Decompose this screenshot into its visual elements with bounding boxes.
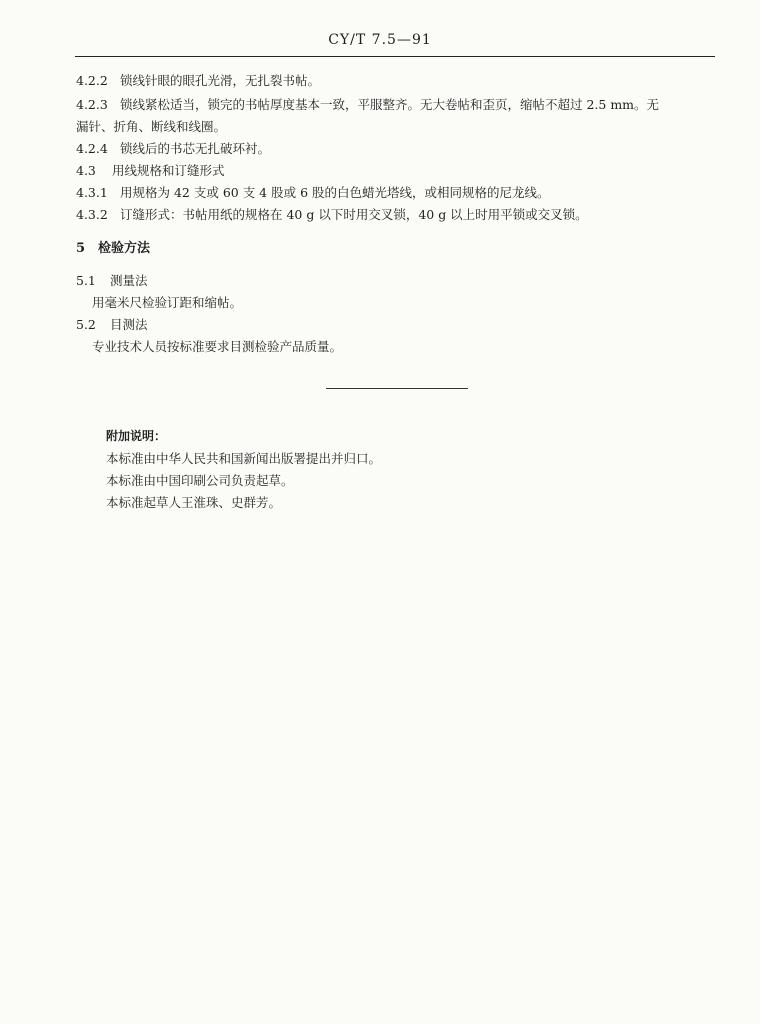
clause-4-2-2	[76, 72, 320, 89]
clause-text: 锁线针眼的眼孔光滑，无扎裂书帖。	[120, 73, 321, 88]
clause-text: 用毫米尺检验订距和缩帖。	[92, 295, 243, 310]
notes-line-2: 本标准由中国印刷公司负责起草。	[106, 473, 294, 488]
clause-5-1	[76, 272, 148, 289]
clause-number: 5.2	[76, 317, 96, 332]
clause-4-2-3	[76, 96, 659, 113]
clause-4-3-1	[76, 184, 550, 201]
section-5-heading	[76, 240, 150, 257]
clause-number: 5.1	[76, 273, 96, 288]
clause-text: 锁线紧松适当，锁完的书帖厚度基本一致，平服整齐。无大卷帖和歪页，缩帖不超过 2.5 mm。无	[120, 97, 660, 112]
section-title: 检验方法	[98, 241, 151, 256]
clause-title: 测量法	[110, 273, 148, 288]
notes-line-3: 本标准起草人王淮珠、史群芳。	[106, 495, 282, 510]
end-rule	[326, 388, 468, 389]
clause-number: 4.3	[76, 163, 96, 178]
clause-text: 锁线后的书芯无扎破环衬。	[120, 141, 271, 156]
clause-5-2	[76, 316, 148, 333]
clause-4-2-4	[76, 140, 270, 157]
clause-number: 4.2.4	[76, 141, 108, 156]
clause-4-3	[76, 162, 225, 179]
clause-4-3-2	[76, 206, 588, 223]
notes-title: 附加说明：	[106, 429, 167, 443]
clause-number: 4.2.3	[76, 97, 108, 112]
clause-text: 专业技术人员按标准要求目测检验产品质量。	[92, 339, 343, 354]
clause-text: 漏针、折角、断线和线圈。	[76, 119, 227, 134]
clause-number: 4.2.2	[76, 73, 108, 88]
clause-4-2-3-continued	[76, 118, 226, 135]
clause-5-1-body	[92, 294, 242, 311]
clause-number: 4.3.2	[76, 207, 108, 222]
section-number: 5	[76, 241, 86, 256]
clause-text: 订缝形式：书帖用纸的规格在 40 g 以下时用交叉锁，40 g 以上时用平锁或交叉锁。	[120, 207, 588, 222]
clause-title: 目测法	[110, 317, 148, 332]
clause-number: 4.3.1	[76, 185, 108, 200]
notes-line-1: 本标准由中华人民共和国新闻出版署提出并归口。	[106, 451, 382, 466]
page-header: CY/T 7.5—91	[328, 32, 432, 48]
clause-text: 用线规格和订缝形式	[112, 163, 225, 178]
header-rule	[75, 56, 715, 57]
clause-5-2-body	[92, 338, 342, 355]
clause-text: 用规格为 42 支或 60 支 4 股或 6 股的白色蜡光塔线，或相同规格的尼龙线。	[120, 185, 550, 200]
